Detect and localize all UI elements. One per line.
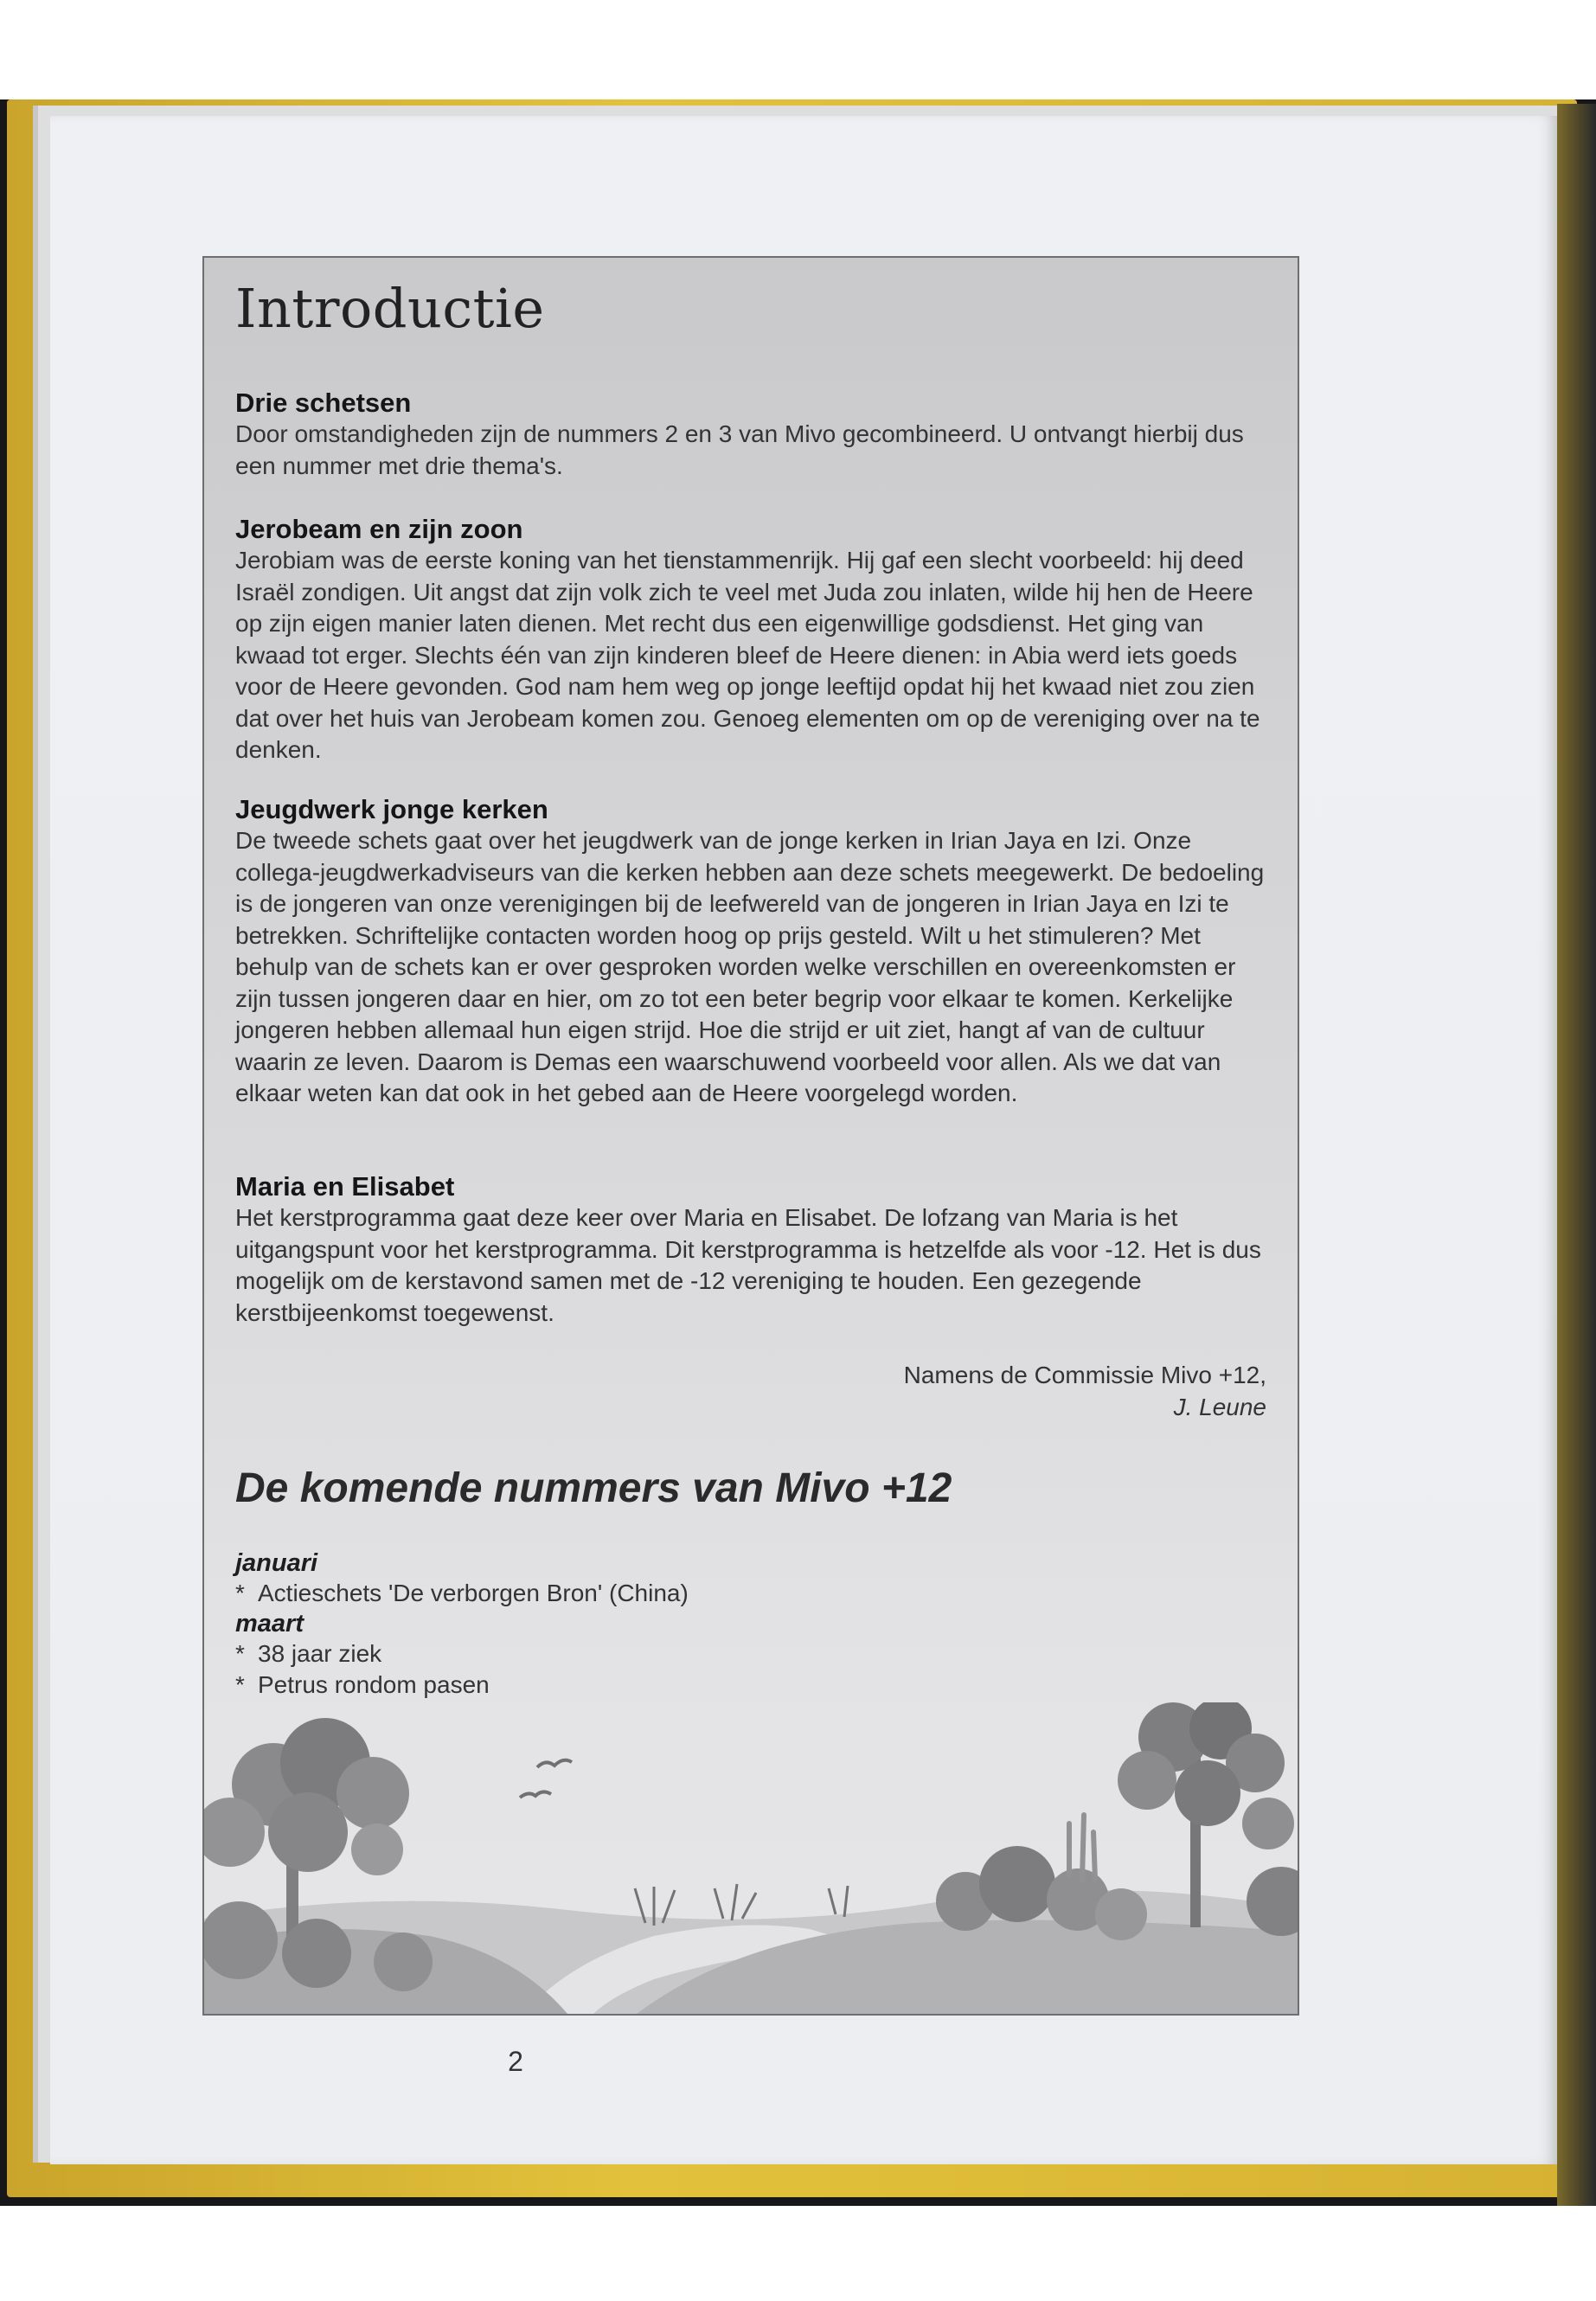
section-drie-schetsen	[235, 388, 1265, 482]
issue-item: * 38 jaar ziek	[235, 1638, 1014, 1670]
section-heading: Jeugdwerk jonge kerken	[235, 794, 548, 824]
book-page	[50, 116, 1557, 2164]
signature-name: J. Leune	[1173, 1394, 1266, 1420]
book-spine-edge	[1557, 104, 1596, 2206]
section-jeugdwerk	[235, 794, 1265, 1110]
section-text: Jerobiam was de eerste koning van het tienstammenrijk. Hij gaf een slecht voorbeeld: hij deed Israël zondigen. Uit angst dat zijn volk zich te veel met Juda zou inlaten, wilde hij hen de Heere op zijn eigen manier laten dienen. Met recht dus een eigenwillige godsdienst. Het ging van kwaad tot erger. Slechts één van zijn kinderen bleef de Heere dienen: in Abia werd iets goeds voor de Heere gevonden. God nam hem weg op jonge leeftijd opdat hij het kwaad niet zou zien dat over het huis van Jerobeam komen zou. Genoeg elementen om op de vereniging over na te denken.	[235, 547, 1260, 763]
scan-background-top	[0, 0, 1596, 99]
page-number: 2	[508, 2046, 523, 2077]
bullet-star: *	[235, 1640, 245, 1667]
section-maria-elisabet	[235, 1171, 1265, 1329]
bullet-star: *	[235, 1671, 245, 1698]
section-text: De tweede schets gaat over het jeugdwerk van de jonge kerken in Irian Jaya en Izi. Onze collega-jeugdwerkadviseurs van die kerken hebben aan deze schets meegewerkt. De bedoeling is de jongeren van onze verenigingen bij de leefwereld van de jongeren in Irian Jaya en Izi te betrekken. Schriftelijke contacten worden hoog op prijs gesteld. Wilt u het stimuleren? Met behulp van de schets kan er over gesproken worden welke verschillen en overeenkomsten er zijn tussen jongeren daar en hier, om zo tot een beter begrip voor elkaar te komen. Kerkelijke jongeren hebben allemaal hun eigen strijd. Hoe die strijd er uit ziet, hangt af van de cultuur waarin ze leven. Daarom is Demas een waarschuwend voorbeeld voor allen. Als we dat van elkaar weten kan dat ook in het gebed aan de Heere voorgelegd worden.	[235, 827, 1265, 1106]
section-heading: Drie schetsen	[235, 388, 412, 418]
upcoming-issues-list	[235, 1548, 1014, 1701]
issue-item: * Actieschets 'De verborgen Bron' (China)	[235, 1578, 1014, 1609]
signature-line: Namens de Commissie Mivo +12,	[903, 1362, 1266, 1388]
section-heading: Jerobeam en zijn zoon	[235, 514, 523, 544]
introduction-title: Introductie	[235, 277, 545, 340]
section-heading: Maria en Elisabet	[235, 1171, 455, 1202]
section-jerobeam	[235, 514, 1265, 766]
issue-item: * Petrus rondom pasen	[235, 1670, 1014, 1701]
section-text: Door omstandigheden zijn de nummers 2 en 3 van Mivo gecombineerd. U ontvangt hierbij dus een nummer met drie thema's.	[235, 420, 1244, 479]
landscape-illustration	[204, 1702, 1298, 2014]
birds	[520, 1760, 572, 1798]
signature-block	[904, 1359, 1266, 1423]
bullet-star: *	[235, 1580, 245, 1606]
upcoming-issues-title: De komende nummers van Mivo +12	[235, 1465, 952, 1511]
month-label: januari	[235, 1549, 318, 1577]
introduction-panel	[202, 256, 1299, 2016]
month-label: maart	[235, 1610, 304, 1638]
scan-background-bottom	[0, 2206, 1596, 2301]
section-text: Het kerstprogramma gaat deze keer over Maria en Elisabet. De lofzang van Maria is het uitgangspunt voor het kerstprogramma. Dit kerstprogramma is hetzelfde als voor -12. Het is dus mogelijk om de kerstavond samen met de -12 vereniging te houden. Een gezegende kerstbijeenkomst toegewenst.	[235, 1204, 1261, 1326]
